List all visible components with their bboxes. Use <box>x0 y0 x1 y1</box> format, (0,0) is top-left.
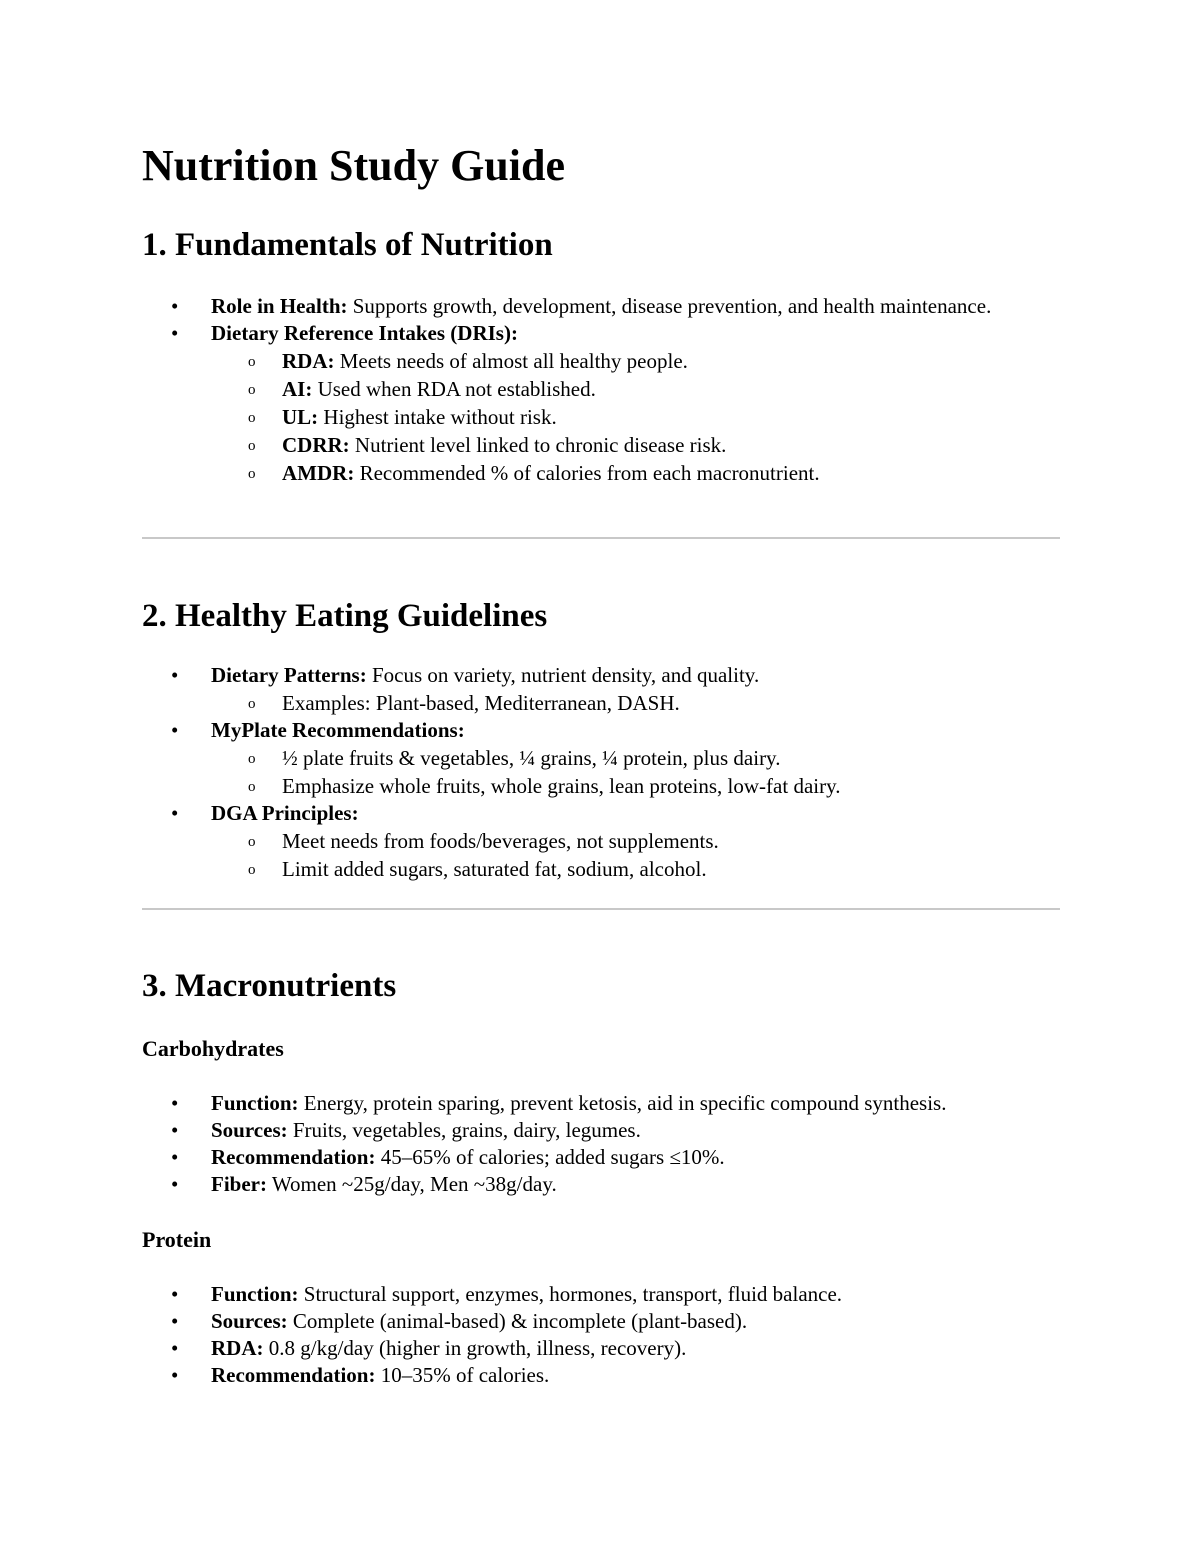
term-label: RDA: <box>282 349 335 373</box>
term-label: Fiber: <box>211 1172 267 1196</box>
list-item <box>142 1308 1060 1335</box>
item-text: Recommended % of calories from each macronutrient. <box>359 461 820 485</box>
sub-list-item <box>142 772 1060 800</box>
term-label: Sources: <box>211 1118 288 1142</box>
bullet-list <box>142 662 1060 883</box>
list-item <box>142 293 1060 320</box>
term-label: Role in Health: <box>211 294 348 318</box>
item-text: Highest intake without risk. <box>323 405 557 429</box>
list-item <box>142 662 1060 717</box>
item-text: Focus on variety, nutrient density, and quality. <box>371 663 760 687</box>
item-text: Women ~25g/day, Men ~38g/day. <box>271 1172 557 1196</box>
list-item <box>142 1362 1060 1389</box>
term-label: UL: <box>282 405 319 429</box>
section-divider <box>142 908 1060 910</box>
term-label: DGA Principles: <box>211 801 359 825</box>
item-text: Nutrient level linked to chronic disease risk. <box>354 433 727 457</box>
subsection-heading-protein: Protein <box>142 1227 212 1252</box>
term-label: Recommendation: <box>211 1363 376 1387</box>
term-label: Function: <box>211 1282 299 1306</box>
item-text: Complete (animal-based) & incomplete (plant-based). <box>292 1309 748 1333</box>
sub-list-item <box>142 827 1060 855</box>
list-item <box>142 1144 1060 1171</box>
list-item <box>142 320 1060 487</box>
term-label: Dietary Patterns: <box>211 663 367 687</box>
item-text: 45–65% of calories; added sugars ≤10%. <box>380 1145 725 1169</box>
sub-list <box>211 347 1060 487</box>
item-text: 0.8 g/kg/day (higher in growth, illness, recovery). <box>268 1336 687 1360</box>
list-item <box>142 1117 1060 1144</box>
sub-list-item <box>142 744 1060 772</box>
item-text: Energy, protein sparing, prevent ketosis, aid in specific compound synthesis. <box>303 1091 947 1115</box>
term-label: Sources: <box>211 1309 288 1333</box>
sub-list-item <box>142 689 1060 717</box>
sub-list-item <box>142 375 1060 403</box>
term-label: Dietary Reference Intakes (DRIs): <box>211 321 518 345</box>
bullet-list <box>142 1281 1060 1389</box>
bullet-list <box>142 1090 1060 1198</box>
section-healthy-eating <box>142 596 1060 883</box>
sub-list <box>211 744 1060 800</box>
section-divider <box>142 537 1060 539</box>
term-label: Function: <box>211 1091 299 1115</box>
list-item <box>142 1171 1060 1198</box>
page-title: Nutrition Study Guide <box>142 141 565 190</box>
item-text: Emphasize whole fruits, whole grains, lean proteins, low-fat dairy. <box>282 774 841 798</box>
sub-list-item <box>142 431 1060 459</box>
list-item <box>142 1335 1060 1362</box>
list-item <box>142 1281 1060 1308</box>
term-label: MyPlate Recommendations: <box>211 718 465 742</box>
section-macronutrients <box>142 966 1060 1389</box>
item-text: Meet needs from foods/beverages, not supplements. <box>282 829 719 853</box>
term-label: Recommendation: <box>211 1145 376 1169</box>
item-text: Fruits, vegetables, grains, dairy, legumes. <box>292 1118 641 1142</box>
section-heading: 2. Healthy Eating Guidelines <box>142 598 548 634</box>
sub-list-item <box>142 403 1060 431</box>
item-text: Limit added sugars, saturated fat, sodium, alcohol. <box>282 857 707 881</box>
list-item <box>142 800 1060 883</box>
subsection-heading-carbohydrates: Carbohydrates <box>142 1036 284 1061</box>
term-label: CDRR: <box>282 433 350 457</box>
list-item <box>142 1090 1060 1117</box>
item-text: Structural support, enzymes, hormones, transport, fluid balance. <box>303 1282 843 1306</box>
term-label: RDA: <box>211 1336 264 1360</box>
list-item <box>142 717 1060 800</box>
sub-list <box>211 827 1060 883</box>
item-text: Used when RDA not established. <box>317 377 596 401</box>
item-text: Supports growth, development, disease prevention, and health maintenance. <box>352 294 992 318</box>
term-label: AI: <box>282 377 313 401</box>
item-text: ½ plate fruits & vegetables, ¼ grains, ¼ protein, plus dairy. <box>282 746 781 770</box>
sub-list <box>211 689 1060 717</box>
term-label: AMDR: <box>282 461 355 485</box>
section-fundamentals <box>142 225 1060 487</box>
sub-list-item <box>142 459 1060 487</box>
section-heading: 3. Macronutrients <box>142 968 397 1004</box>
item-text: 10–35% of calories. <box>380 1363 550 1387</box>
item-text: Examples: Plant-based, Mediterranean, DASH. <box>282 691 680 715</box>
item-text: Meets needs of almost all healthy people. <box>339 349 688 373</box>
bullet-list <box>142 293 1060 487</box>
section-heading: 1. Fundamentals of Nutrition <box>142 227 553 263</box>
sub-list-item <box>142 855 1060 883</box>
sub-list-item <box>142 347 1060 375</box>
